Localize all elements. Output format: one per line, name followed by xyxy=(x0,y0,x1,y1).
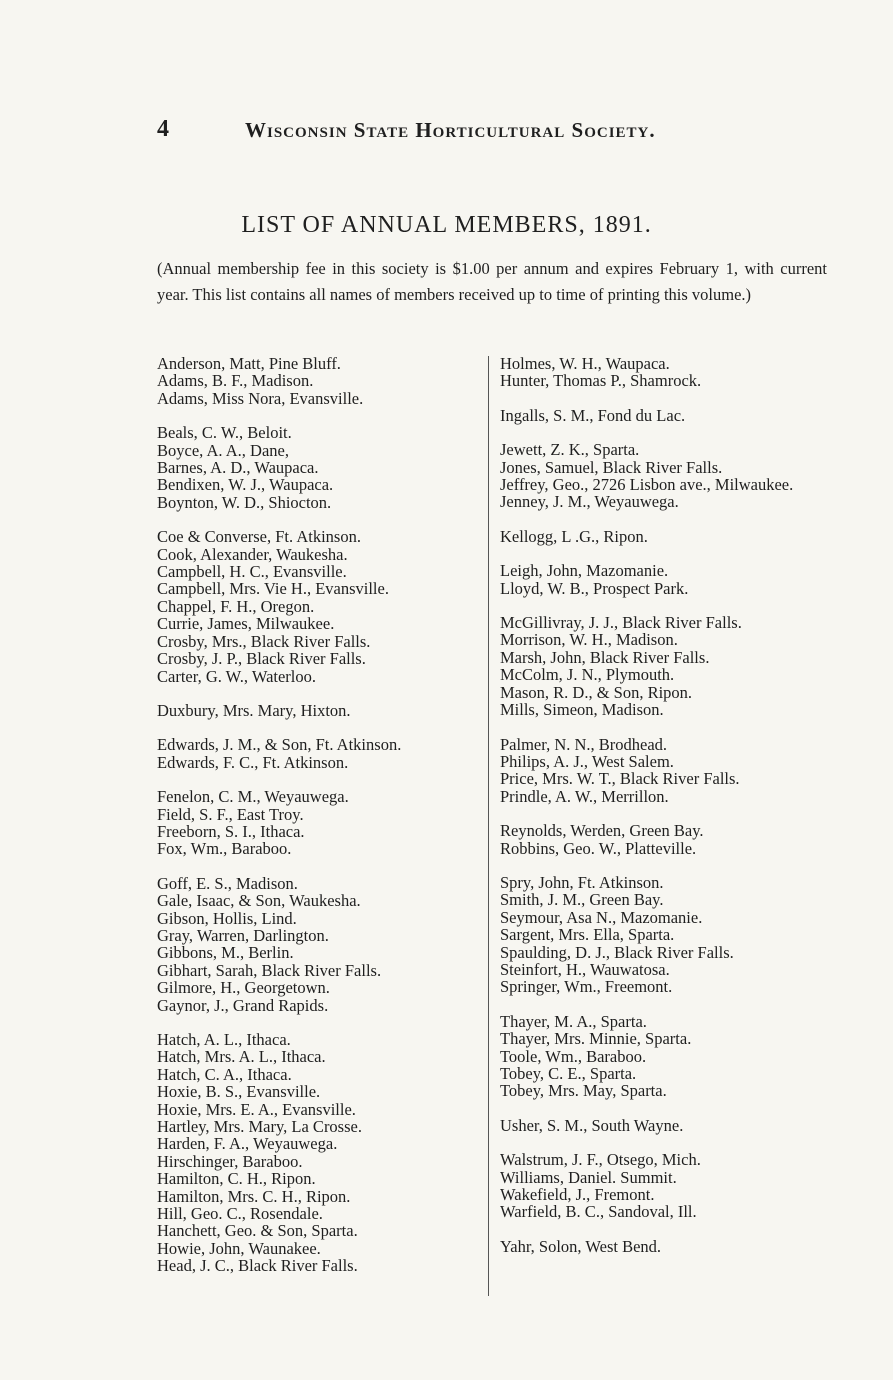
member-entry: Reynolds, Werden, Green Bay. xyxy=(500,821,704,841)
left-column xyxy=(157,355,487,1292)
member-group xyxy=(157,355,487,407)
member-group xyxy=(500,1117,840,1134)
member-group xyxy=(500,441,840,511)
member-entry: Mills, Simeon, Madison. xyxy=(500,700,664,720)
member-entry: Adams, B. F., Madison. xyxy=(157,371,314,391)
member-entry: Gaynor, J., Grand Rapids. xyxy=(157,995,329,1015)
member-entry: Hoxie, Mrs. E. A., Evansville. xyxy=(157,1099,356,1119)
member-entry: Robbins, Geo. W., Platteville. xyxy=(500,838,697,858)
member-entry: Springer, Wm., Freemont. xyxy=(500,977,673,997)
member-group xyxy=(157,1031,487,1275)
member-entry: McColm, J. N., Plymouth. xyxy=(500,665,675,685)
member-entry: Hunter, Thomas P., Shamrock. xyxy=(500,371,702,391)
member-group xyxy=(500,562,840,597)
member-entry: Steinfort, H., Wauwatosa. xyxy=(500,959,670,979)
member-entry: Toole, Wm., Baraboo. xyxy=(500,1046,647,1066)
member-entry: Gibson, Hollis, Lind. xyxy=(157,908,297,928)
member-entry: Tobey, Mrs. May, Sparta. xyxy=(500,1081,667,1101)
member-group xyxy=(157,528,487,685)
member-entry: Freeborn, S. I., Ithaca. xyxy=(157,821,305,841)
member-entry: Yahr, Solon, West Bend. xyxy=(500,1236,662,1256)
member-entry: Harden, F. A., Weyauwega. xyxy=(157,1134,338,1154)
member-entry: Spaulding, D. J., Black River Falls. xyxy=(500,942,734,962)
member-entry: Boyce, A. A., Dane, xyxy=(157,440,289,460)
member-entry: Hill, Geo. C., Rosendale. xyxy=(157,1204,323,1224)
member-entry: Chappel, F. H., Oregon. xyxy=(157,596,315,616)
member-entry: Jenney, J. M., Weyauwega. xyxy=(500,492,679,512)
member-entry: Palmer, N. N., Brodhead. xyxy=(500,734,668,754)
page-number: 4 xyxy=(157,116,169,142)
member-entry: Campbell, Mrs. Vie H., Evansville. xyxy=(157,579,389,599)
member-group xyxy=(500,736,840,806)
member-entry: Howie, John, Waunakee. xyxy=(157,1238,321,1258)
member-entry: Gale, Isaac, & Son, Waukesha. xyxy=(157,891,361,911)
member-entry: Hamilton, C. H., Ripon. xyxy=(157,1169,316,1189)
member-entry: Price, Mrs. W. T., Black River Falls. xyxy=(500,769,740,789)
member-entry: Head, J. C., Black River Falls. xyxy=(157,1256,358,1276)
member-entry: Adams, Miss Nora, Evansville. xyxy=(157,388,364,408)
member-entry: Walstrum, J. F., Otsego, Mich. xyxy=(500,1150,701,1170)
member-entry: Sargent, Mrs. Ella, Sparta. xyxy=(500,925,675,945)
member-entry: Carter, G. W., Waterloo. xyxy=(157,666,317,686)
member-entry: Mason, R. D., & Son, Ripon. xyxy=(500,682,693,702)
member-entry: Hartley, Mrs. Mary, La Crosse. xyxy=(157,1117,362,1137)
member-entry: Gilmore, H., Georgetown. xyxy=(157,978,330,998)
member-entry: Hatch, A. L., Ithaca. xyxy=(157,1030,291,1049)
member-entry: Philips, A. J., West Salem. xyxy=(500,751,674,771)
member-group xyxy=(500,1151,840,1221)
member-entry: Duxbury, Mrs. Mary, Hixton. xyxy=(157,700,351,720)
member-entry: Thayer, Mrs. Minnie, Sparta. xyxy=(500,1029,692,1049)
member-entry: Gibbons, M., Berlin. xyxy=(157,943,294,963)
member-group xyxy=(500,874,840,996)
member-entry: Goff, E. S., Madison. xyxy=(157,873,298,893)
member-group xyxy=(500,1238,840,1255)
member-entry: Prindle, A. W., Merrillon. xyxy=(500,786,669,806)
member-entry: Hamilton, Mrs. C. H., Ripon. xyxy=(157,1186,351,1206)
member-entry: Hanchett, Geo. & Son, Sparta. xyxy=(157,1221,358,1241)
member-group xyxy=(157,875,487,1014)
member-entry: Leigh, John, Mazomanie. xyxy=(500,561,669,581)
member-entry: Jones, Samuel, Black River Falls. xyxy=(500,457,723,477)
member-entry: Crosby, J. P., Black River Falls. xyxy=(157,649,366,669)
member-entry: Morrison, W. H., Madison. xyxy=(500,630,678,650)
member-entry: Bendixen, W. J., Waupaca. xyxy=(157,475,334,495)
member-entry: Currie, James, Milwaukee. xyxy=(157,614,335,634)
member-entry: Gibhart, Sarah, Black River Falls. xyxy=(157,960,382,980)
page-header xyxy=(157,116,797,152)
membership-note: (Annual membership fee in this society is $1.00 per annum and expires February 1, with current year. This list contains all names of members received up to time of printing this volume.) xyxy=(157,259,827,304)
member-entry: Boynton, W. D., Shiocton. xyxy=(157,492,332,512)
member-entry: Lloyd, W. B., Prospect Park. xyxy=(500,578,689,598)
member-entry: Field, S. F., East Troy. xyxy=(157,804,304,824)
member-entry: McGillivray, J. J., Black River Falls. xyxy=(500,613,742,633)
list-title: LIST OF ANNUAL MEMBERS, 1891. xyxy=(241,212,652,238)
member-entry: Jewett, Z. K., Sparta. xyxy=(500,440,640,460)
member-entry: Cook, Alexander, Waukesha. xyxy=(157,544,348,564)
member-entry: Crosby, Mrs., Black River Falls. xyxy=(157,631,371,651)
column-divider xyxy=(488,356,489,1296)
member-entry: Spry, John, Ft. Atkinson. xyxy=(500,872,664,892)
member-entry: Hatch, Mrs. A. L., Ithaca. xyxy=(157,1047,326,1067)
member-entry: Campbell, H. C., Evansville. xyxy=(157,562,347,582)
member-entry: Ingalls, S. M., Fond du Lac. xyxy=(500,405,686,425)
right-column xyxy=(500,355,840,1272)
member-entry: Tobey, C. E., Sparta. xyxy=(500,1064,637,1083)
member-entry: Edwards, J. M., & Son, Ft. Atkinson. xyxy=(157,735,402,755)
member-entry: Smith, J. M., Green Bay. xyxy=(500,890,664,910)
member-entry: Holmes, W. H., Waupaca. xyxy=(500,354,670,373)
member-entry: Usher, S. M., South Wayne. xyxy=(500,1115,684,1135)
member-group xyxy=(500,407,840,424)
member-entry: Williams, Daniel. Summit. xyxy=(500,1167,677,1187)
member-group xyxy=(500,528,840,545)
member-entry: Kellogg, L .G., Ripon. xyxy=(500,526,648,546)
member-group xyxy=(500,355,840,390)
member-group xyxy=(500,614,840,718)
member-entry: Fenelon, C. M., Weyauwega. xyxy=(157,787,349,807)
member-entry: Hoxie, B. S., Evansville. xyxy=(157,1082,321,1102)
member-entry: Gray, Warren, Darlington. xyxy=(157,925,329,945)
member-entry: Wakefield, J., Fremont. xyxy=(500,1185,655,1205)
member-group xyxy=(157,736,487,771)
member-group xyxy=(157,702,487,719)
member-entry: Barnes, A. D., Waupaca. xyxy=(157,458,319,478)
member-entry: Marsh, John, Black River Falls. xyxy=(500,647,710,667)
member-entry: Hatch, C. A., Ithaca. xyxy=(157,1064,292,1084)
member-entry: Fox, Wm., Baraboo. xyxy=(157,839,292,859)
member-entry: Beals, C. W., Beloit. xyxy=(157,423,292,443)
member-entry: Anderson, Matt, Pine Bluff. xyxy=(157,354,341,373)
member-entry: Thayer, M. A., Sparta. xyxy=(500,1011,647,1031)
member-group xyxy=(157,788,487,858)
member-group xyxy=(500,822,840,857)
member-group xyxy=(157,424,487,511)
running-head: Wisconsin State Horticultural Society. xyxy=(245,118,656,142)
member-entry: Warfield, B. C., Sandoval, Ill. xyxy=(500,1202,697,1222)
member-entry: Hirschinger, Baraboo. xyxy=(157,1151,303,1171)
member-entry: Coe & Converse, Ft. Atkinson. xyxy=(157,527,361,547)
member-entry: Jeffrey, Geo., 2726 Lisbon ave., Milwaukee. xyxy=(500,475,794,495)
member-entry: Edwards, F. C., Ft. Atkinson. xyxy=(157,752,349,772)
member-entry: Seymour, Asa N., Mazomanie. xyxy=(500,907,703,927)
member-group xyxy=(500,1013,840,1100)
